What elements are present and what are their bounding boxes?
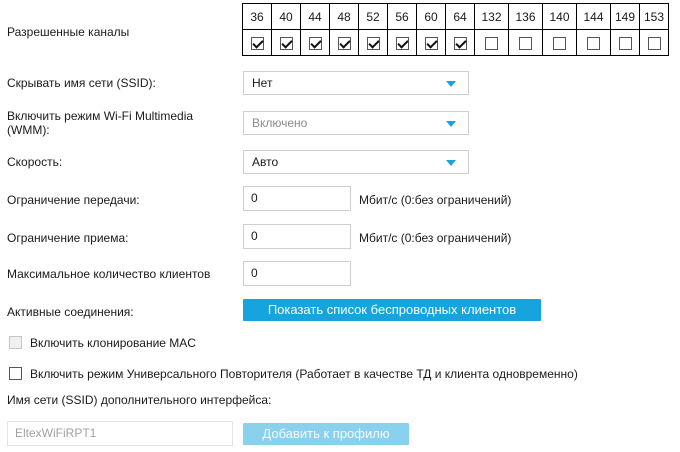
channel-cell [301, 30, 330, 56]
tx-limit-label: Ограничение передачи: [7, 193, 140, 207]
mac-clone-checkbox[interactable] [9, 336, 22, 349]
channels-table [242, 3, 669, 56]
channel-number: 140 [543, 4, 577, 30]
wmm-label-line2: (WMM): [7, 123, 50, 137]
max-clients-input[interactable]: 0 [243, 261, 351, 286]
channel-number: 40 [272, 4, 301, 30]
channel-cell [446, 30, 475, 56]
speed-select[interactable] [243, 150, 469, 174]
channel-number: 149 [611, 4, 640, 30]
channel-number: 60 [417, 4, 446, 30]
channel-checkbox[interactable] [619, 37, 632, 50]
add-to-profile-button: Добавить к профилю [243, 423, 409, 445]
channel-checkboxes-row [243, 30, 669, 56]
channel-number: 48 [330, 4, 359, 30]
rx-limit-label: Ограничение приема: [7, 231, 129, 245]
repeater-checkbox[interactable] [9, 367, 22, 380]
channel-cell [359, 30, 388, 56]
channel-cell [243, 30, 272, 56]
channel-checkbox[interactable] [338, 37, 351, 50]
max-clients-label: Максимальное количество клиентов [7, 267, 211, 281]
extra-ssid-label: Имя сети (SSID) дополнительного интерфейса: [7, 393, 272, 407]
chevron-down-icon [446, 121, 456, 127]
channel-cell [577, 30, 611, 56]
speed-label: Скорость: [7, 155, 63, 169]
tx-limit-unit: Мбит/с (0:без ограничений) [359, 193, 512, 207]
channel-number: 136 [509, 4, 543, 30]
channel-checkbox[interactable] [587, 37, 600, 50]
channel-number: 56 [388, 4, 417, 30]
channel-checkbox[interactable] [454, 37, 467, 50]
channel-cell [272, 30, 301, 56]
channel-number: 44 [301, 4, 330, 30]
channel-number: 52 [359, 4, 388, 30]
channel-cell [611, 30, 640, 56]
channel-cell [543, 30, 577, 56]
channel-cell [640, 30, 669, 56]
mac-clone-label: Включить клонирование MAC [30, 336, 196, 350]
channel-checkbox[interactable] [425, 37, 438, 50]
chevron-down-icon [446, 160, 456, 166]
rx-limit-unit: Мбит/с (0:без ограничений) [359, 231, 512, 245]
active-connections-label: Активные соединения: [7, 305, 134, 319]
channel-checkbox[interactable] [280, 37, 293, 50]
allowed-channels-label: Разрешенные каналы [7, 25, 130, 39]
channel-checkbox[interactable] [485, 37, 498, 50]
wmm-label-line1: Включить режим Wi-Fi Multimedia [7, 109, 194, 123]
extra-ssid-input: EltexWiFiRPT1 [7, 421, 233, 446]
channel-number: 36 [243, 4, 272, 30]
channel-cell [417, 30, 446, 56]
channel-number: 144 [577, 4, 611, 30]
channel-checkbox[interactable] [396, 37, 409, 50]
repeater-label: Включить режим Универсального Повторителя (Работает в качестве ТД и клиента одновременно) [30, 367, 578, 381]
channel-numbers-row [243, 4, 669, 30]
repeater-row [9, 367, 578, 381]
rx-limit-input[interactable]: 0 [243, 224, 351, 249]
chevron-down-icon [446, 81, 456, 87]
wmm-select [243, 111, 469, 135]
hide-ssid-label: Скрывать имя сети (SSID): [7, 76, 156, 90]
channel-checkbox[interactable] [648, 37, 661, 50]
channel-checkbox[interactable] [519, 37, 532, 50]
channel-number: 64 [446, 4, 475, 30]
wmm-value: Включено [252, 116, 308, 130]
channel-cell [475, 30, 509, 56]
show-wireless-clients-button[interactable]: Показать список беспроводных клиентов [243, 299, 541, 321]
channel-checkbox[interactable] [553, 37, 566, 50]
channel-checkbox[interactable] [251, 37, 264, 50]
channel-number: 153 [640, 4, 669, 30]
mac-clone-row [9, 336, 196, 350]
channel-number: 132 [475, 4, 509, 30]
wmm-label [7, 109, 193, 137]
hide-ssid-select[interactable] [243, 71, 469, 95]
channel-cell [509, 30, 543, 56]
channel-cell [330, 30, 359, 56]
channel-cell [388, 30, 417, 56]
channel-checkbox[interactable] [367, 37, 380, 50]
channel-checkbox[interactable] [309, 37, 322, 50]
hide-ssid-value: Нет [252, 76, 273, 90]
tx-limit-input[interactable]: 0 [243, 186, 351, 211]
speed-value: Авто [252, 155, 279, 169]
